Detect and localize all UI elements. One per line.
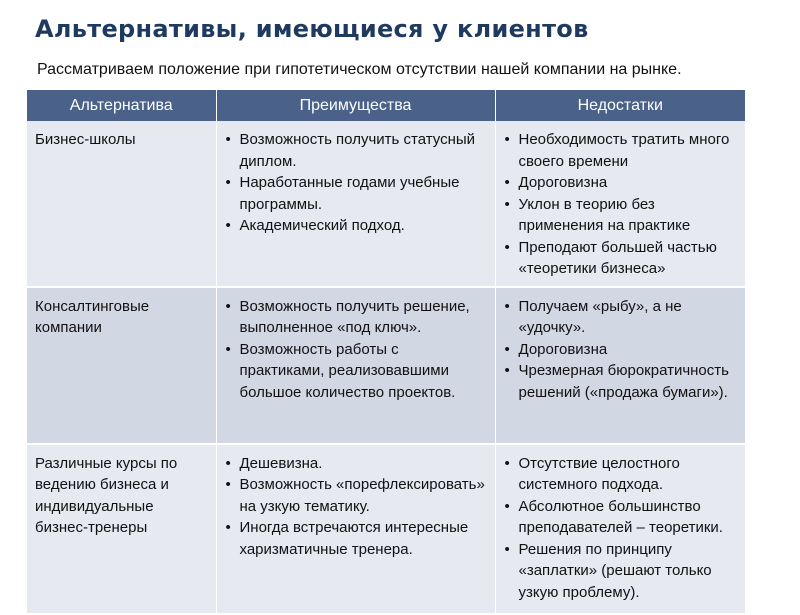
list-item: • Дороговизна [504, 339, 738, 361]
disadvantages-list [504, 129, 738, 280]
table-header-row [27, 90, 745, 121]
list-item: • Чрезмерная бюрократичность решений («продажа бумаги»). [504, 360, 738, 403]
list-item: • Дороговизна [504, 172, 738, 194]
table-row [27, 121, 745, 287]
list-item: • Иногда встречаются интересные харизматичные тренера. [225, 517, 487, 560]
table-row [27, 287, 745, 444]
advantages-cell [216, 121, 495, 287]
list-item: • Возможность получить статусный диплом. [225, 129, 487, 172]
header-disadvantages: Недостатки [495, 90, 745, 121]
disadvantages-cell [495, 444, 745, 614]
list-item: • Отсутствие целостного системного подхода. [504, 453, 738, 496]
disadvantages-cell [495, 121, 745, 287]
list-item: • Наработанные годами учебные программы. [225, 172, 487, 215]
list-item: • Возможность получить решение, выполненное «под ключ». [225, 296, 487, 339]
alternative-cell: Бизнес-школы [27, 121, 216, 287]
list-item: • Возможность работы с практиками, реализовавшими большое количество проектов. [225, 339, 487, 404]
list-item: • Возможность «порефлексировать» на узкую тематику. [225, 474, 487, 517]
header-advantages: Преимущества [216, 90, 495, 121]
list-item: • Уклон в теорию без применения на практике [504, 194, 738, 237]
alternative-cell: Различные курсы по ведению бизнеса и индивидуальные бизнес-тренеры [27, 444, 216, 614]
alternatives-table [27, 90, 745, 615]
list-item: • Необходимость тратить много своего времени [504, 129, 738, 172]
table-row [27, 444, 745, 614]
header-alternative: Альтернатива [27, 90, 216, 121]
list-item: • Абсолютное большинство преподавателей – теоретики. [504, 496, 738, 539]
disadvantages-list [504, 296, 738, 404]
list-item: • Получаем «рыбу», а не «удочку». [504, 296, 738, 339]
advantages-list [225, 129, 487, 237]
list-item: • Академический подход. [225, 215, 487, 237]
advantages-list [225, 296, 487, 404]
slide-title: Альтернативы, имеющиеся у клиентов [35, 15, 589, 43]
alternative-cell: Консалтинговые компании [27, 287, 216, 444]
disadvantages-cell [495, 287, 745, 444]
list-item: • Дешевизна. [225, 453, 487, 475]
advantages-list [225, 453, 487, 561]
disadvantages-list [504, 453, 738, 604]
list-item: • Решения по принципу «заплатки» (решают только узкую проблему). [504, 539, 738, 604]
advantages-cell [216, 444, 495, 614]
list-item: • Преподают большей частью «теоретики бизнеса» [504, 237, 738, 280]
advantages-cell [216, 287, 495, 444]
slide-subtitle: Рассматриваем положение при гипотетическом отсутствии нашей компании на рынке. [37, 61, 682, 78]
